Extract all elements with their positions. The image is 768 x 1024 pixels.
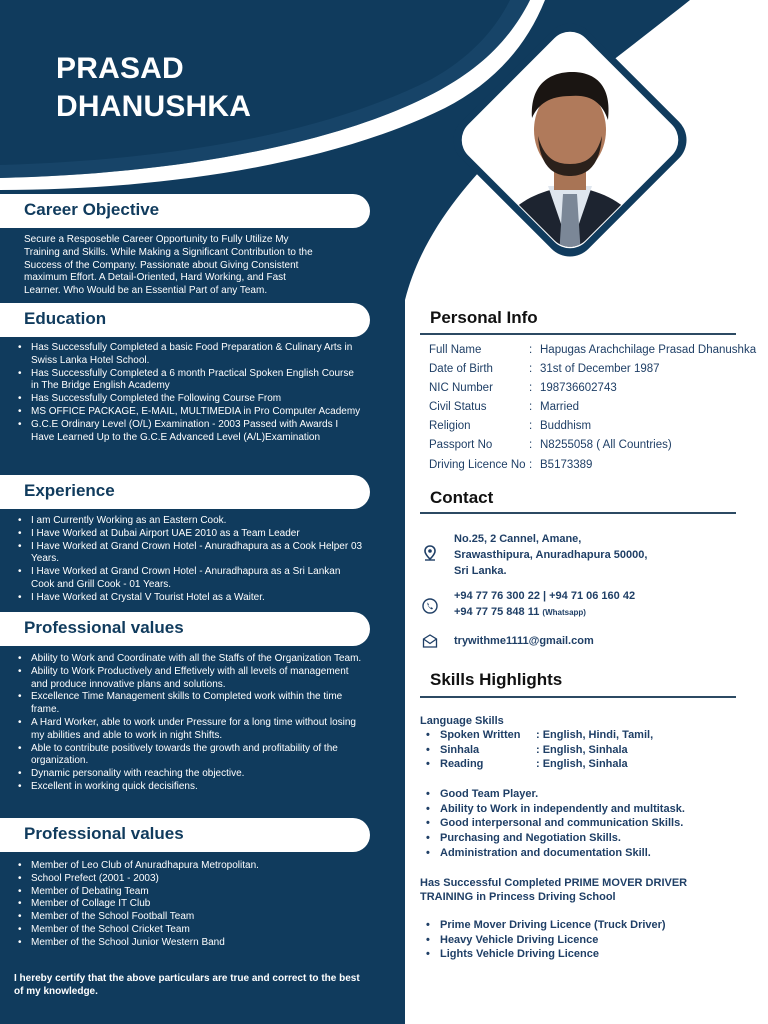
info-separator: :: [529, 363, 533, 375]
info-separator: :: [529, 439, 533, 451]
divider: [420, 333, 736, 335]
list-item: • G.C.E Ordinary Level (O/L) Examination - 2003 Passed with Awards I Have Learned Up to the G.C.E Advanced Level (A/L)Examination: [18, 419, 363, 445]
list-item: • Heavy Vehicle Driving Licence: [426, 933, 666, 948]
language-value: : English, Hindi, Tamil,: [536, 729, 654, 741]
info-value: 31st of December 1987: [540, 363, 660, 375]
list-item: • Member of the School Cricket Team: [18, 924, 363, 937]
tie-shape: [559, 194, 581, 270]
training-note: [420, 876, 687, 904]
email-icon: [422, 633, 438, 649]
activities-header: [0, 818, 370, 852]
location-pin-icon: [422, 545, 438, 561]
list-item: • Lights Vehicle Driving Licence: [426, 947, 666, 962]
list-item: • Has Successfully Completed a basic Food Preparation & Culinary Arts in Swiss Lanka Hotel School.: [18, 342, 363, 368]
info-separator: :: [529, 344, 533, 356]
language-row: [426, 757, 653, 772]
list-item: • Ability to Work in independently and multitask.: [426, 802, 685, 817]
list-item: • Administration and documentation Skill.: [426, 846, 685, 861]
certification-statement: I hereby certify that the above particulars are true and correct to the best of my knowledge.: [14, 973, 360, 997]
language-key: Sinhala: [440, 743, 480, 756]
list-item: • Member of the School Football Team: [18, 911, 363, 924]
info-value: B5173389: [540, 459, 593, 471]
list-item: • Excellence Time Management skills to Completed work within the time frame.: [18, 691, 363, 717]
candidate-name: [56, 50, 251, 126]
info-label: Date of Birth: [429, 363, 493, 375]
info-label: Full Name: [429, 344, 482, 356]
email-address[interactable]: trywithme1111@gmail.com: [454, 635, 594, 647]
general-skills-list: [426, 787, 685, 861]
list-item: • Member of Leo Club of Anuradhapura Metropolitan.: [18, 860, 363, 873]
info-separator: :: [529, 401, 533, 413]
list-item: • School Prefect (2001 - 2003): [18, 873, 363, 886]
personal-info-heading: Personal Info: [430, 308, 538, 327]
professional-values-header: [0, 612, 370, 646]
address-block: [454, 531, 647, 579]
section-title: Professional values: [24, 824, 184, 843]
list-item: • I Have Worked at Grand Crown Hotel - Anuradhapura as a Sri Lankan Cook and Grill Cook - 01 Years.: [18, 566, 363, 592]
list-item: • Purchasing and Negotiation Skills.: [426, 831, 685, 846]
info-label: Driving Licence No: [429, 459, 526, 471]
last-name: DHANUSHKA: [56, 90, 252, 123]
text-line: Has Successful Completed PRIME MOVER DRIVER: [420, 877, 688, 889]
info-label: Civil Status: [429, 401, 487, 413]
phone-block: [454, 588, 635, 621]
list-item: • Member of Collage IT Club: [18, 898, 363, 911]
skills-heading: Skills Highlights: [430, 670, 563, 689]
professional-values-list: [18, 653, 363, 794]
text-line: maximum Effort. A Detail-Oriented, Hard Working, and Fast: [24, 272, 286, 284]
text-line: Secure a Resposeble Career Opportunity to Fully Utilize My: [24, 234, 289, 245]
career-objective-text: [24, 234, 364, 298]
list-item: • I Have Worked at Grand Crown Hotel - Anuradhapura as a Cook Helper 03 Years.: [18, 541, 363, 567]
experience-header: [0, 475, 370, 509]
language-key: Reading: [440, 758, 484, 771]
info-label: NIC Number: [429, 382, 493, 394]
list-item: • Has Successfully Completed the Following Course From: [18, 393, 363, 406]
info-value: 198736602743: [540, 382, 617, 394]
list-item: • Good Team Player.: [426, 787, 685, 802]
info-separator: :: [529, 459, 533, 471]
language-value: : English, Sinhala: [536, 743, 628, 756]
experience-list: [18, 515, 363, 605]
phone-number[interactable]: +94 77 75 848 11: [454, 606, 540, 618]
info-value: N8255058 ( All Countries): [540, 439, 672, 451]
info-label: Passport No: [429, 439, 493, 451]
info-value: Hapugas Arachchilage Prasad Dhanushka: [540, 344, 757, 356]
list-item: • MS OFFICE PACKAGE, E-MAIL, MULTIMEDIA in Pro Computer Academy: [18, 406, 363, 419]
text-line: Success of the Company. Passionate about Giving Consistent: [24, 259, 299, 271]
language-row: [426, 743, 653, 758]
info-separator: :: [529, 382, 533, 394]
divider: [420, 696, 736, 698]
list-item: • Member of Debating Team: [18, 886, 363, 899]
info-label: Religion: [429, 420, 471, 432]
list-item: • Ability to Work and Coordinate with all the Staffs of the Organization Team.: [18, 653, 363, 666]
language-skills-title: Language Skills: [420, 715, 504, 727]
address-line: Sri Lanka.: [454, 565, 507, 577]
language-key: Spoken Written: [440, 729, 521, 741]
divider: [420, 512, 736, 514]
info-separator: :: [529, 420, 533, 432]
section-title: Education: [24, 309, 107, 328]
text-line: Training and Skills. While Making a Significant Contribution to the: [24, 246, 313, 258]
language-skills-list: [426, 728, 653, 772]
education-list: [18, 342, 363, 444]
list-item: • Ability to Work Productively and Effetively with all levels of management and produce innovative plans and solutions.: [18, 666, 363, 692]
activities-list: [18, 860, 363, 950]
list-item: • Dynamic personality with reaching the objective.: [18, 768, 363, 781]
info-value: Buddhism: [540, 420, 592, 432]
contact-heading: Contact: [430, 488, 494, 507]
whatsapp-line: [454, 604, 635, 621]
list-item: • I Have Worked at Crystal V Tourist Hotel as a Waiter.: [18, 592, 363, 605]
list-item: • I am Currently Working as an Eastern Cook.: [18, 515, 363, 528]
phone-numbers[interactable]: +94 77 76 300 22 | +94 71 06 160 42: [454, 590, 636, 602]
section-title: Experience: [24, 481, 115, 500]
phone-icon: [422, 598, 438, 614]
list-item: • Has Successfully Completed a 6 month Practical Spoken English Course in The Bridge English Academy: [18, 368, 363, 394]
list-item: • Good interpersonal and communication Skills.: [426, 816, 685, 831]
section-title: Career Objective: [24, 200, 160, 219]
text-line: Learner. Who Would be an Essential Part of any Team.: [24, 285, 268, 297]
list-item: • Excellent in working quick decisifiens.: [18, 781, 363, 794]
address-line: No.25, 2 Cannel, Amane,: [454, 533, 582, 545]
text-line: TRAINING in Princess Driving School: [420, 891, 616, 903]
list-item: • I Have Worked at Dubai Airport UAE 2010 as a Team Leader: [18, 528, 363, 541]
career-objective-header: [0, 194, 370, 228]
list-item: • Prime Mover Driving Licence (Truck Driver): [426, 918, 666, 933]
address-line: Srawasthipura, Anuradhapura 50000,: [454, 549, 648, 561]
list-item: • A Hard Worker, able to work under Pressure for a long time without losing my abilities and able to work in night Shifts.: [18, 717, 363, 743]
whatsapp-note: (Whatsapp): [542, 608, 586, 617]
language-row: [426, 728, 653, 743]
first-name: PRASAD: [56, 52, 184, 85]
education-header: [0, 303, 370, 337]
list-item: • Able to contribute positively towards the growth and profitability of the organization.: [18, 743, 363, 769]
licences-list: [426, 918, 666, 962]
language-value: : English, Sinhala: [536, 758, 628, 771]
profile-photo: [430, 18, 710, 282]
info-value: Married: [540, 401, 579, 413]
list-item: • Member of the School Junior Western Band: [18, 937, 363, 950]
section-title: Professional values: [24, 618, 184, 637]
